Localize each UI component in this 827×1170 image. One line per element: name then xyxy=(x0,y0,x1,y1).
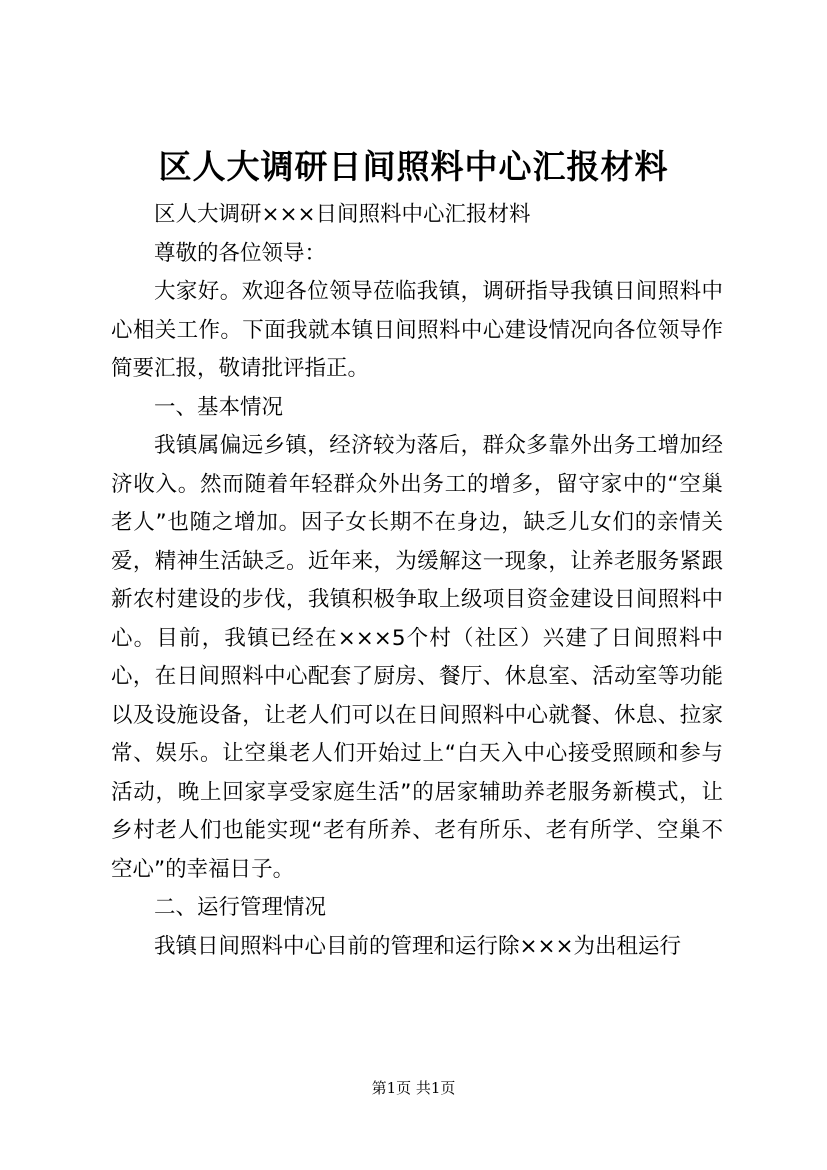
paragraph-greeting: 大家好。欢迎各位领导莅临我镇，调研指导我镇日间照料中心相关工作。下面我就本镇日间照料中心建设情况向各位领导作简要汇报，敬请批评指正。 xyxy=(111,279,723,381)
paragraph-salutation: 尊敬的各位领导： xyxy=(154,240,327,266)
section-heading-basic: 一、基本情况 xyxy=(154,394,284,420)
document-body xyxy=(111,196,723,966)
section-heading-operation: 二、运行管理情况 xyxy=(154,895,327,920)
page-footer: 第1页 共1页 xyxy=(371,1079,456,1097)
document-title: 区人大调研日间照料中心汇报材料 xyxy=(158,147,669,186)
paragraph-operation: 我镇日间照料中心目前的管理和运行除×××为出租运行 xyxy=(154,933,682,959)
paragraph-basic-situation: 我镇属偏远乡镇，经济较为落后，群众多靠外出务工增加经济收入。然而随着年轻群众外出务工的增多，留守家中的“空巢老人”也随之增加。因子女长期不在身边，缺乏儿女们的亲情关爱，精神生活缺乏。近年来，为缓解这一现象，让养老服务紧跟新农村建设的步伐，我镇积极争取上级项目资金建设日间照料中心。目前，我镇已经在×××5个村（社区）兴建了日间照料中心，在日间照料中心配套了厨房、餐厅、休息室、活动室等功能以及设施设备，让老人们可以在日间照料中心就餐、休息、拉家常、娱乐。让空巢老人们开始过上“白天入中心接受照顾和参与活动，晚上回家享受家庭生活”的居家辅助养老服务新模式，让乡村老人们也能实现“老有所养、老有所乐、老有所学、空巢不空心”的幸福日子。 xyxy=(111,433,723,882)
paragraph-subtitle: 区人大调研×××日间照料中心汇报材料 xyxy=(154,202,531,227)
